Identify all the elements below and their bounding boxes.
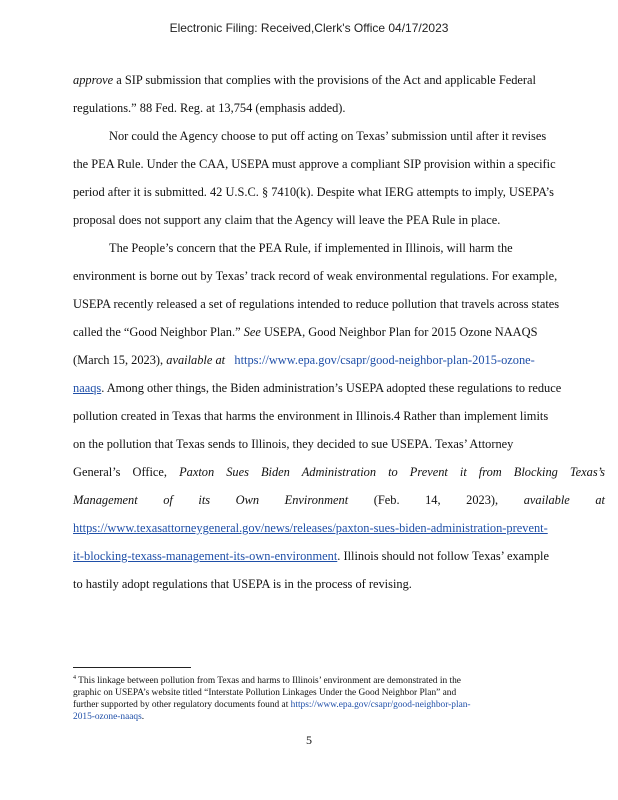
footnote-marker: 4 bbox=[73, 674, 76, 681]
texas-ag-link-part-2[interactable]: it-blocking-texass-management-its-own-environment bbox=[73, 549, 338, 563]
footnote-divider bbox=[73, 667, 191, 668]
body-line-19: to hastily adopt regulations that USEPA is in the process of revising. bbox=[73, 577, 412, 591]
filing-header: Electronic Filing: Received,Clerk's Office 04/17/2023 bbox=[169, 21, 449, 35]
body-line-8: environment is borne out by Texas’ track record of weak environmental regulations. For example, bbox=[73, 269, 558, 283]
body-line-6: proposal does not support any claim that the Agency will leave the PEA Rule in place. bbox=[73, 213, 501, 227]
paragraph-nor-could: Nor could the Agency choose to put off acting on Texas’ submission until after it revises bbox=[109, 129, 547, 143]
body-line-18: it-blocking-texass-management-its-own-environment. Illinois should not follow Texas’ example bbox=[73, 549, 549, 563]
body-line-1: approve a SIP submission that complies with the provisions of the Act and applicable Federal bbox=[73, 73, 536, 87]
body-line-11: (March 15, 2023), available at https://www.epa.gov/csapr/good-neighbor-plan-2015-ozone- bbox=[73, 353, 535, 367]
body-line-4: the PEA Rule. Under the CAA, USEPA must approve a compliant SIP provision within a specific bbox=[73, 157, 556, 171]
epa-link-part-1[interactable]: https://www.epa.gov/csapr/good-neighbor-plan-2015-ozone- bbox=[234, 353, 535, 367]
body-line-5: period after it is submitted. 42 U.S.C. § 7410(k). Despite what IERG attempts to imply, USEPA’s bbox=[73, 185, 554, 199]
footnote-line-1: $^4$ This linkage between pollution from Texas and harms to Illinois’ environment are demonstrated in the bbox=[73, 674, 461, 686]
footnote-line-3: further supported by other regulatory documents found at https://www.epa.gov/csapr/good-neighbor-plan- bbox=[73, 700, 471, 710]
document-body bbox=[73, 70, 605, 602]
footnote-link-part-2[interactable]: 2015-ozone-naaqs bbox=[73, 712, 142, 722]
epa-link-part-2[interactable]: naaqs bbox=[73, 381, 102, 395]
body-line-16: Management of its Own Environment (Feb. 14, 2023), available at bbox=[73, 493, 605, 507]
body-line-14: on the pollution that Texas sends to Illinois, they decided to sue USEPA. Texas’ Attorney bbox=[73, 437, 514, 451]
body-line-15: General’s Office, Paxton Sues Biden Administration to Prevent it from Blocking Texas’s bbox=[73, 465, 605, 479]
body-line-13: pollution created in Texas that harms the environment in Illinois.4 Rather than implement limits bbox=[73, 409, 549, 423]
footnote-link-part-1[interactable]: https://www.epa.gov/csapr/good-neighbor-plan- bbox=[290, 700, 471, 710]
texas-ag-link-part-1[interactable]: https://www.texasattorneygeneral.gov/news/releases/paxton-sues-biden-administration-prevent- bbox=[73, 521, 548, 535]
press-release-title-2: Management of its Own Environment bbox=[73, 493, 349, 507]
footnote-4 bbox=[73, 675, 593, 723]
body-line-10: called the “Good Neighbor Plan.” See USEPA, Good Neighbor Plan for 2015 Ozone NAAQS bbox=[73, 325, 538, 339]
page-number: 5 bbox=[306, 733, 312, 747]
emphasis-approve: approve bbox=[73, 73, 114, 87]
body-line-12: naaqs. Among other things, the Biden administration’s USEPA adopted these regulations to reduce bbox=[73, 381, 562, 395]
press-release-title-1: Paxton Sues Biden Administration to Prevent it from Blocking Texas’s bbox=[179, 465, 605, 479]
footnote-line-4: 2015-ozone-naaqs. bbox=[73, 712, 145, 722]
body-line-9: USEPA recently released a set of regulations intended to reduce pollution that travels across states bbox=[73, 297, 560, 311]
footnote-line-2: graphic on USEPA’s website titled “Interstate Pollution Linkages Under the Good Neighbor Plan” and bbox=[73, 688, 457, 698]
available-at-2: available at bbox=[523, 493, 605, 507]
signal-see: See bbox=[243, 325, 261, 339]
paragraph-peoples-concern: The People’s concern that the PEA Rule, if implemented in Illinois, will harm the bbox=[109, 241, 513, 255]
available-at-1: available at bbox=[166, 353, 226, 367]
body-line-2: regulations.” 88 Fed. Reg. at 13,754 (emphasis added). bbox=[73, 101, 346, 115]
body-line-17 bbox=[73, 518, 605, 546]
